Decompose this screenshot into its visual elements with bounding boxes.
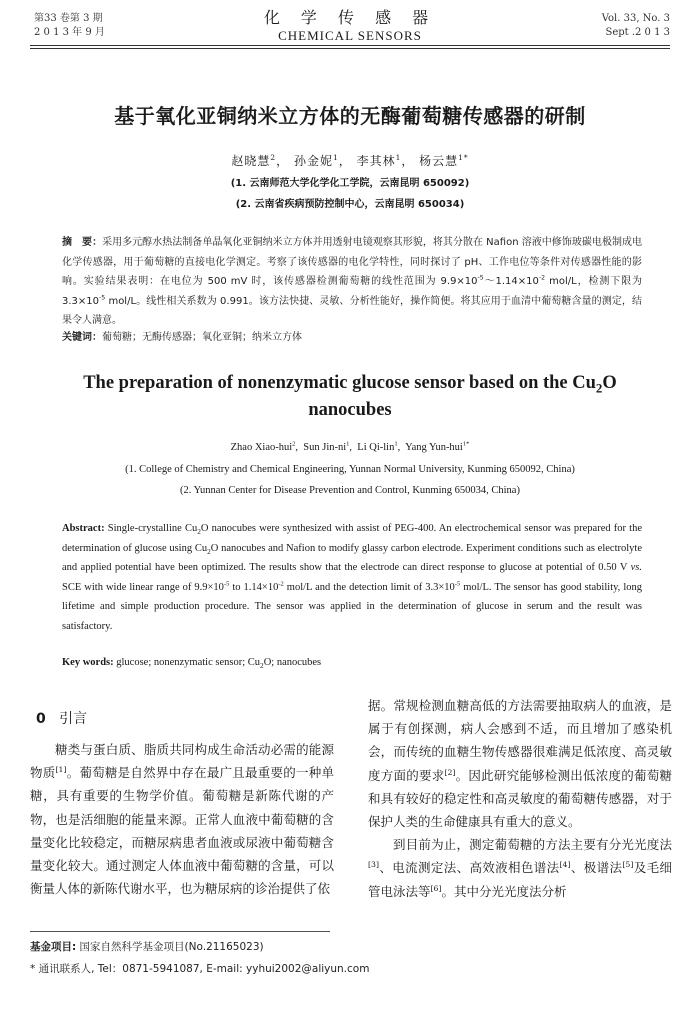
- en-abstract-text: O nanocubes and Nafion to modify glassy carbon electrode. Experiment conditions such as electrolyte and applied potential have been optimized. The results show that the electrode can direct response to glucose at potential of 0.50 V: [62, 542, 642, 574]
- body-text: 。葡萄糖是自然界中存在最广且最重要的一种单糖，具有重要的生物学价值。葡萄糖是新陈代谢的产物，也是活细胞的能量来源。正常人血液中葡萄糖的含量变化比较稳定，而糖尿病患者血液或尿液中葡萄糖含量变化较大。通过测定人体血液中葡萄糖的含量，可以衡量人体的新陈代谢水平，也为糖尿病的诊治提供了依: [30, 765, 334, 897]
- exponent: -5: [223, 580, 230, 588]
- author-sup: 1: [394, 440, 398, 448]
- citation: [3]: [368, 860, 379, 870]
- author-sup: 1: [395, 153, 402, 162]
- header-center: [0, 8, 700, 44]
- header-rule-top: [30, 45, 670, 46]
- cn-abstract-text: mol/L。线性相关系数为 0.991。该方法快捷、灵敏、分析性能好，操作简便。将其应用于血清中葡萄糖含量的测定，结果令人满意。: [62, 295, 642, 326]
- cn-abstract-text: ～1.14×10: [483, 276, 539, 287]
- body-text: 到目前为止，测定葡萄糖的方法主要有分光光度法: [393, 837, 672, 853]
- en-affiliation-2: (2. Yunnan Center for Disease Prevention and Control, Kunming 650034, China): [180, 485, 520, 496]
- cn-affiliation-1: (1. 云南师范大学化学化工学院，云南昆明 650092): [230, 178, 470, 189]
- en-abstract-label: Abstract:: [62, 523, 105, 534]
- en-author: Sun Jin-ni: [303, 442, 347, 453]
- exponent: -5: [99, 294, 106, 302]
- en-abstract-text: mol/L. The sensor has good stability, long lifetime and simple production procedure. The sensor was applied in the determination of glucose in serum and the result was satisfactory.: [62, 581, 642, 632]
- en-author: Li Qi-lin: [357, 442, 395, 453]
- citation: [4]: [559, 860, 571, 870]
- cn-keywords: [62, 331, 642, 345]
- en-abstract-text: O nanocubes were synthesized with assist of PEG-400. An electrochemical sensor was prepared for the determination of glucose using Cu: [62, 523, 643, 554]
- cn-author: 赵晓慧: [231, 154, 271, 168]
- en-author: Yang Yun-hui: [405, 442, 463, 453]
- cn-abstract-label: 摘 要：: [62, 237, 103, 248]
- en-title-text: O: [602, 373, 617, 393]
- en-abstract-text: mol/L and the detection limit of 3.3×10: [283, 581, 455, 593]
- body-text: 。因此研究能够检测出低浓度的葡萄糖和具有较好的稳定性和高灵敏度的葡萄糖传感器，对于保护人类的生命健康具有重大的意义。: [368, 767, 672, 830]
- body-text: 及毛细管电泳法等: [368, 860, 672, 899]
- cn-abstract: [62, 233, 642, 331]
- body-column-left: [30, 738, 334, 900]
- en-abstract-text: Single-crystalline Cu: [104, 523, 198, 534]
- header-right: [602, 12, 670, 40]
- cn-affiliation-2: (2. 云南省疾病预防控制中心，云南昆明 650034): [235, 199, 465, 210]
- author-sep: ，: [276, 154, 290, 168]
- en-authors: [0, 442, 700, 453]
- citation: [6]: [430, 883, 442, 893]
- cn-author: 孙金妮: [293, 154, 333, 168]
- en-title-text: nanocubes: [308, 400, 392, 420]
- exponent: -5: [454, 580, 461, 588]
- subscript: 2: [595, 380, 603, 396]
- en-abstract-text: to 1.14×10: [229, 581, 279, 593]
- paragraph: [368, 833, 672, 903]
- author-sup: 1*: [458, 153, 469, 162]
- journal-name-cn: 化 学 传 感 器: [263, 8, 437, 27]
- en-affiliation-1: (1. College of Chemistry and Chemical Engineering, Yunnan Normal University, Kunming 650092, China): [125, 464, 575, 475]
- author-sup: 1: [332, 153, 339, 162]
- author-sep: ，: [338, 154, 352, 168]
- cn-author: 杨云慧: [419, 154, 459, 168]
- section-number: 0: [36, 711, 46, 727]
- cn-abstract-text: mol/L，检测下限为 3.3×10: [62, 276, 643, 307]
- body-text: 。其中分光光度法分析: [441, 883, 567, 899]
- body-text: 、电流测定法、高效液相色谱法: [378, 860, 560, 876]
- citation: [5]: [622, 860, 634, 870]
- author-sep: ,: [397, 442, 406, 453]
- section-heading: [36, 708, 87, 728]
- en-abstract-italic: vs.: [630, 562, 642, 574]
- author-sep: ，: [401, 154, 415, 168]
- subscript: 2: [197, 527, 201, 537]
- header-rule-bottom: [30, 48, 670, 49]
- footnote-rule: [30, 931, 330, 932]
- author-sup: 1*: [462, 440, 470, 448]
- author-sep: ,: [295, 442, 304, 453]
- body-text: 据。常规检测血糖高低的方法需要抽取病人的血液，是属于有创探测，病人会感到不适，而且增加了感染机会，而传统的血糖生物传感器很难满足低浓度、高灵敏度方面的要求: [368, 698, 672, 783]
- en-abstract-text: SCE with wide linear range of 9.9×10: [62, 581, 224, 593]
- en-abstract: [62, 519, 642, 637]
- en-title: [60, 370, 640, 424]
- author-sup: 2: [292, 440, 296, 448]
- volume-cn: 第33 卷第 3 期: [34, 13, 103, 24]
- date-en: Sept .2 0 1 3: [605, 27, 670, 38]
- date-cn: 2 0 1 3 年 9 月: [34, 27, 105, 38]
- cn-author: 李其林: [356, 154, 396, 168]
- subscript: 2: [207, 546, 211, 556]
- en-keywords-text: O; nanocubes: [263, 657, 322, 668]
- cn-authors: [0, 152, 700, 169]
- exponent: -5: [477, 274, 484, 282]
- citation: [1]: [55, 765, 67, 775]
- exponent: -2: [278, 580, 284, 588]
- author-sup: 2: [270, 153, 277, 162]
- subscript: 2: [260, 661, 264, 671]
- body-column-right: [368, 694, 672, 903]
- paragraph: [30, 738, 334, 900]
- author-sup: 1: [346, 440, 350, 448]
- cn-abstract-text: 采用多元醇水热法制备单晶氧化亚铜纳米立方体并用透射电镜观察其形貌，将其分散在 Nafion 溶液中修饰玻碳电极制成电化学传感器，用于葡萄糖的直接电化学测定。考察了该传感器的电化学特性，同时探讨了 pH、工作电位等条件对传感器性能的影响。实验结果表明：在电位为 500 mV 时，该传感器检测葡萄糖的线性范围为 9.9×10: [62, 237, 642, 287]
- footnote-funding: [30, 940, 264, 954]
- funding-text: 国家自然科学基金项目(No.21165023): [76, 941, 264, 953]
- en-keywords-text: glucose; nonenzymatic sensor; Cu: [113, 657, 261, 668]
- author-sep: ,: [349, 442, 358, 453]
- exponent: -2: [538, 274, 546, 282]
- cn-title: 基于氧化亚铜纳米立方体的无酶葡萄糖传感器的研制: [114, 104, 586, 128]
- en-author: Zhao Xiao-hui: [230, 442, 293, 453]
- cn-keywords-label: 关键词：: [62, 332, 102, 343]
- en-title-text: The preparation of nonenzymatic glucose sensor based on the Cu: [83, 373, 596, 393]
- en-keywords: [62, 657, 642, 671]
- section-title: 引言: [59, 711, 88, 727]
- volume-en: Vol. 33, No. 3: [601, 13, 670, 24]
- body-text: 、极谱法: [570, 860, 623, 876]
- citation: [2]: [444, 767, 456, 777]
- paragraph: [368, 694, 672, 833]
- body-text: 糖类与蛋白质、脂质共同构成生命活动必需的能源物质: [30, 742, 334, 781]
- cn-keywords-text: 葡萄糖；无酶传感器；氧化亚铜；纳米立方体: [102, 332, 302, 343]
- funding-label: 基金项目:: [30, 941, 77, 953]
- journal-name-en: CHEMICAL SENSORS: [278, 28, 422, 43]
- en-keywords-label: Key words:: [62, 657, 114, 668]
- footnote-contact: * 通讯联系人, Tel：0871-5941087, E-mail: yyhui2002@aliyun.com: [30, 963, 370, 975]
